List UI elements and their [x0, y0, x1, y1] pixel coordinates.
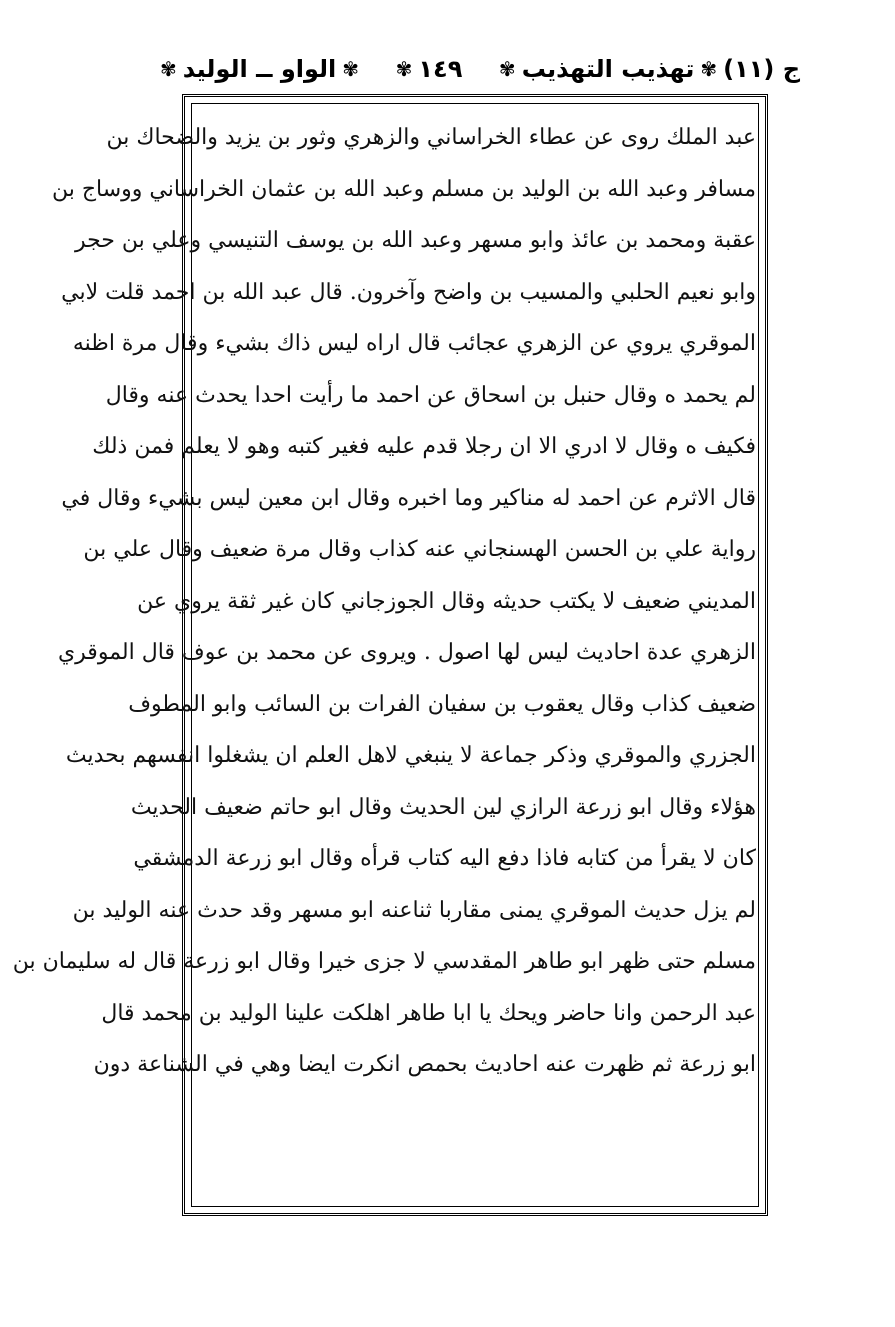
flower-ornament-icon: ✾: [160, 57, 177, 81]
body-text: [12, 112, 756, 1091]
text-line: عبد الرحمن وانا حاضر ويحك يا ابا طاهر اهلكت علينا الوليد بن محمد قال: [101, 1000, 756, 1026]
text-line: المديني ضعيف لا يكتب حديثه وقال الجوزجاني كان غير ثقة يروي عن: [137, 588, 756, 614]
text-line: قال الاثرم عن احمد له مناكير وما اخبره وقال ابن معين ليس بشيء وقال في: [61, 485, 756, 511]
text-line: وابو نعيم الحلبي والمسيب بن واضح وآخرون. قال عبد الله بن احمد قلت لابي: [61, 279, 756, 305]
text-line: مسلم حتى ظهر ابو طاهر المقدسي لا جزى خيرا وقال ابو زرعة قال له سليمان بن: [12, 949, 756, 974]
text-line: كان لا يقرأ من كتابه فاذا دفع اليه كتاب قرأه وقال ابو زرعة الدمشقي: [133, 846, 756, 871]
section-title: الواو ــ الوليد: [182, 55, 337, 83]
text-line: رواية علي بن الحسن الهسنجاني عنه كذاب وقال مرة ضعيف وقال علي بن: [83, 537, 756, 562]
text-line: الجزري والموقري وذكر جماعة لا ينبغي لاهل العلم ان يشغلوا انفسهم بحديث: [65, 743, 756, 768]
book-title: تهذيب التهذيب: [521, 55, 695, 83]
text-line: ضعيف كذاب وقال يعقوب بن سفيان الفرات بن السائب وابو المطوف: [128, 691, 756, 717]
flower-ornament-icon: ✾: [395, 57, 413, 81]
text-line: فكيف ه وقال لا ادري الا ان رجلا قدم عليه فغير كتبه وهو لا يعلم فمن ذلك: [92, 434, 756, 459]
header-section-group: [160, 55, 359, 83]
header-volume-group: [499, 55, 800, 83]
header-page-group: [396, 55, 463, 83]
flower-ornament-icon: ✾: [342, 57, 360, 81]
text-line: ابو زرعة ثم ظهرت عنه احاديث بحمص انكرت ايضا وهي في الشناعة دون: [93, 1052, 756, 1077]
text-line: عبد الملك روى عن عطاء الخراساني والزهري وثور بن يزيد والضحاك بن: [106, 125, 756, 150]
text-line: الزهري عدة احاديث ليس لها اصول . ويروى عن محمد بن عوف قال الموقري: [57, 640, 756, 665]
text-line: مسافر وعبد الله بن الوليد بن مسلم وعبد الله بن عثمان الخراساني ووساج بن: [51, 176, 756, 202]
text-line: لم يحمد ه وقال حنبل بن اسحاق عن احمد ما رأيت احدا يحدث عنه وقال: [105, 382, 756, 408]
volume-label: ج (١١): [723, 55, 800, 83]
text-line: لم يزل حديث الموقري يمنى مقاربا ثناعنه ابو مسهر وقد حدث عنه الوليد بن: [72, 897, 756, 923]
text-line: عقبة ومحمد بن عائذ وابو مسهر وعبد الله بن يوسف التنيسي وعلي بن حجر: [74, 228, 756, 253]
page-header: [160, 52, 800, 86]
flower-ornament-icon: ✾: [498, 57, 516, 81]
page-number: ١٤٩: [418, 55, 463, 83]
text-line: الموقري يروي عن الزهري عجائب قال اراه ليس ذاك بشيء وقال مرة اظنه: [72, 331, 756, 356]
text-line: هؤلاء وقال ابو زرعة الرازي لين الحديث وقال ابو حاتم ضعيف الحديث: [130, 794, 756, 820]
flower-ornament-icon: ✾: [700, 57, 718, 81]
